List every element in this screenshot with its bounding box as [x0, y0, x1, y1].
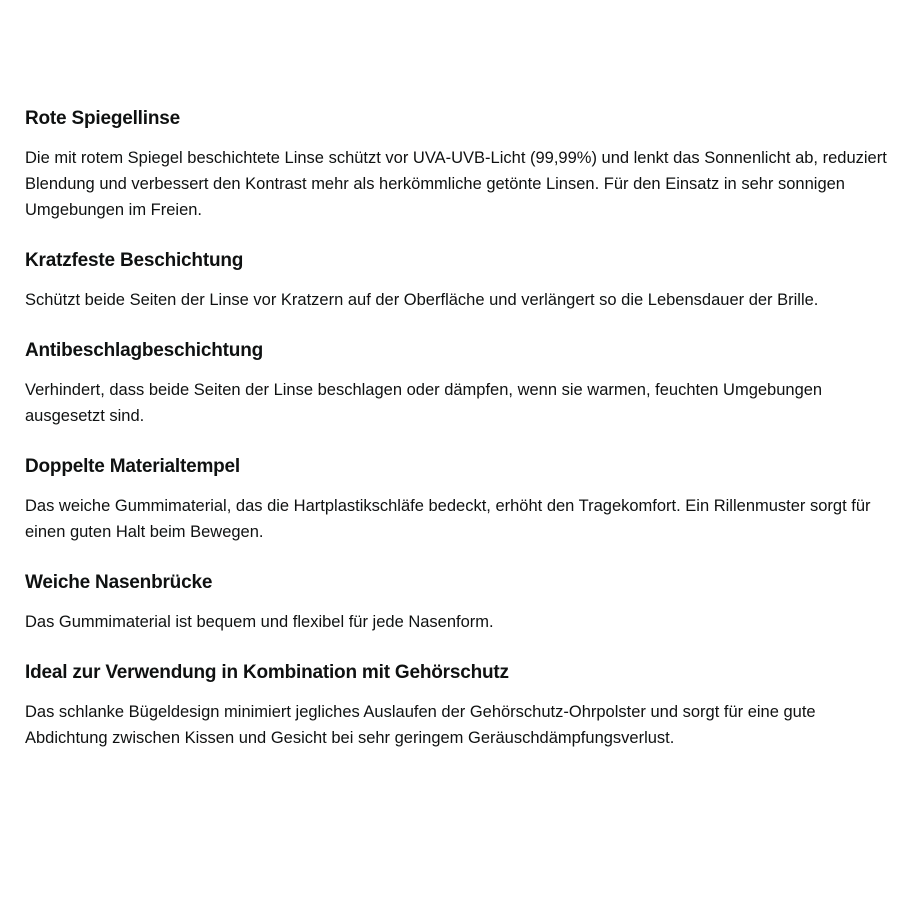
feature-section-doppelte-materialtempel	[25, 455, 890, 545]
feature-heading: Weiche Nasenbrücke	[25, 572, 213, 593]
feature-description: Das weiche Gummimaterial, das die Hartplastikschläfe bedeckt, erhöht den Tragekomfort. Ein Rillenmuster sorgt für einen guten Halt beim Bewegen.	[25, 497, 871, 541]
feature-heading: Ideal zur Verwendung in Kombination mit Gehörschutz	[25, 662, 509, 683]
feature-heading: Kratzfeste Beschichtung	[25, 250, 244, 271]
feature-section-weiche-nasenbruecke	[25, 571, 890, 635]
feature-heading: Rote Spiegellinse	[25, 108, 180, 129]
feature-section-gehoerschutz	[25, 661, 890, 751]
feature-heading: Doppelte Materialtempel	[25, 456, 241, 477]
feature-section-antibeschlagbeschichtung	[25, 339, 890, 429]
feature-section-kratzfeste-beschichtung	[25, 249, 890, 313]
feature-description: Schützt beide Seiten der Linse vor Kratzern auf der Oberfläche und verlängert so die Lebensdauer der Brille.	[25, 291, 819, 309]
feature-heading: Antibeschlagbeschichtung	[25, 340, 264, 361]
feature-description: Das Gummimaterial ist bequem und flexibel für jede Nasenform.	[25, 613, 494, 631]
feature-section-rote-spiegellinse	[25, 107, 890, 223]
feature-description: Die mit rotem Spiegel beschichtete Linse schützt vor UVA-UVB-Licht (99,99%) und lenkt das Sonnenlicht ab, reduziert Blendung und verbessert den Kontrast mehr als herkömmliche getönte Linsen. Für den Einsatz in sehr sonnigen Umgebungen im Freien.	[25, 149, 887, 219]
feature-description: Verhindert, dass beide Seiten der Linse beschlagen oder dämpfen, wenn sie warmen, feuchten Umgebungen ausgesetzt sind.	[25, 381, 823, 425]
feature-description: Das schlanke Bügeldesign minimiert jegliches Auslaufen der Gehörschutz-Ohrpolster und sorgt für eine gute Abdichtung zwischen Kissen und Gesicht bei sehr geringem Geräuschdämpfungsverlust.	[25, 703, 816, 747]
